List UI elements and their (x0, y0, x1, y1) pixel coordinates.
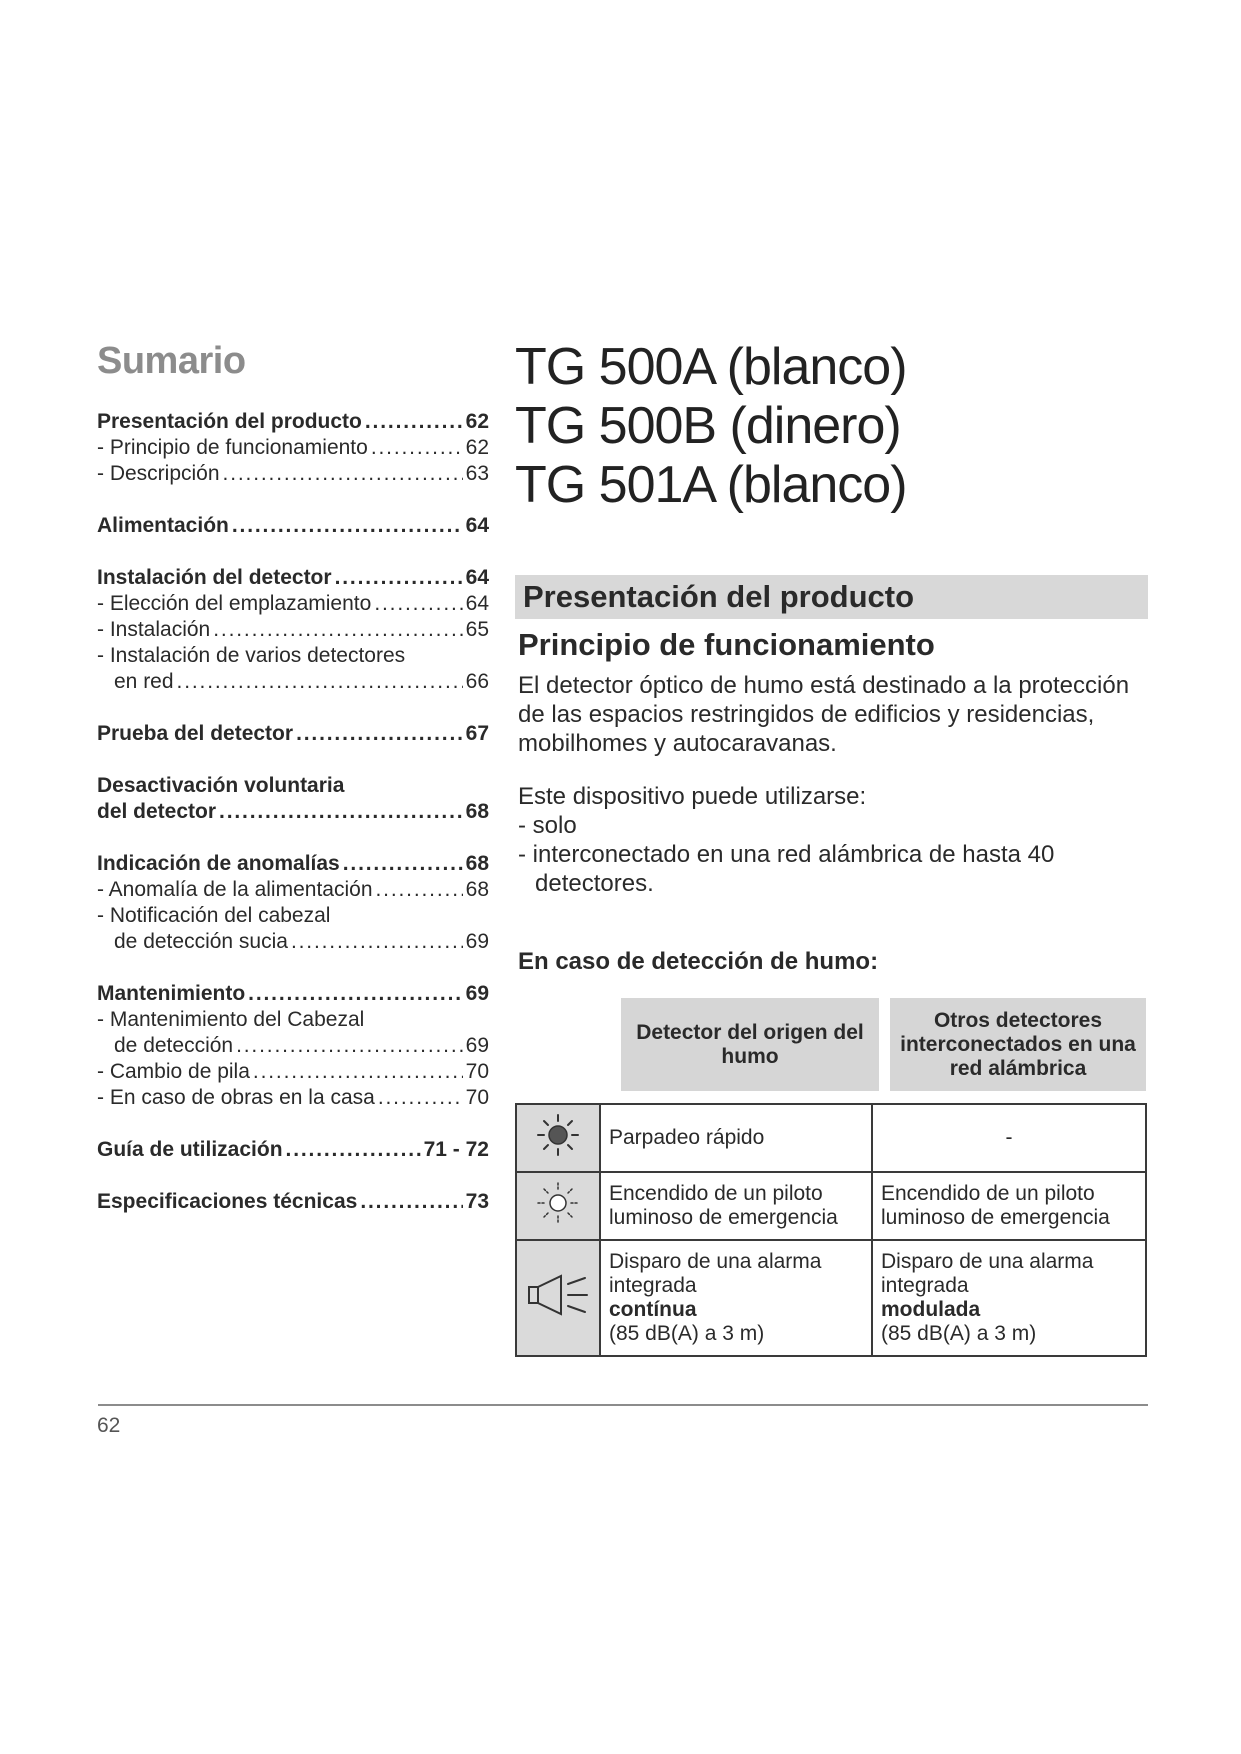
toc-entry[interactable]: - Anomalía de la alimentación . . . 68 (97, 877, 489, 903)
table-row (516, 1240, 1146, 1356)
table-row (516, 1172, 1146, 1240)
toc-entry[interactable]: - Principio de funcionamiento . . . 62 (97, 435, 489, 461)
usage-intro: Este dispositivo puede utilizarse: (518, 783, 867, 810)
toc-entry[interactable]: Alimentación . . . 64 (97, 513, 489, 539)
toc-entry[interactable]: Guía de utilización . . . 71 - 72 (97, 1137, 489, 1163)
behavior-table (515, 1103, 1147, 1357)
emergency-light-icon (535, 1180, 581, 1226)
toc-entry[interactable]: Instalación del detector . . . 64 (97, 565, 489, 591)
toc-entry[interactable]: - Elección del emplazamiento . . . 64 (97, 591, 489, 617)
toc-entry-label: - Mantenimiento del Cabezal (97, 1008, 365, 1031)
toc-group (97, 1137, 489, 1163)
toc-entry[interactable]: de detección sucia . . . 69 (97, 929, 489, 955)
toc-entry[interactable]: Especificaciones técnicas . . . 73 (97, 1189, 489, 1215)
toc-group (97, 409, 489, 487)
model-titles (515, 338, 907, 515)
toc-group (97, 565, 489, 695)
siren-icon (523, 1270, 593, 1320)
table-of-contents (97, 340, 489, 1241)
toc-entry[interactable]: del detector . . . 68 (97, 799, 489, 825)
section-header (515, 575, 1148, 619)
usage-item-cont: detectores. (535, 870, 654, 897)
icon-cell (516, 1240, 600, 1356)
blinking-light-icon (535, 1112, 581, 1158)
usage-paragraph (518, 782, 1158, 898)
table-row (516, 1104, 1146, 1172)
others-cell: Encendido de un piloto luminoso de emergencia (872, 1172, 1146, 1240)
column-header-origin: Detector del origen del humo (621, 998, 879, 1091)
model-title: TG 500B (dinero) (515, 397, 901, 455)
toc-entry[interactable]: Indicación de anomalías . . . 68 (97, 851, 489, 877)
intro-paragraph: El detector óptico de humo está destinado a la protección de las espacios restringidos de edificios y residencias, mobilhomes y autocaravanas. (518, 672, 1130, 757)
others-cell: Disparo de una alarma integrada modulada (85 dB(A) a 3 m) (872, 1240, 1146, 1356)
toc-group (97, 513, 489, 539)
others-cell: - (872, 1104, 1146, 1172)
origin-cell: Parpadeo rápido (600, 1104, 872, 1172)
footer-divider (98, 1404, 1148, 1406)
toc-entry[interactable]: - Descripción . . . 63 (97, 461, 489, 487)
toc-entry-label: - Instalación de varios detectores (97, 644, 406, 667)
toc-entry[interactable]: Prueba del detector . . . 67 (97, 721, 489, 747)
page-number: 62 (97, 1414, 121, 1437)
toc-entry[interactable]: - Cambio de pila . . . 70 (97, 1059, 489, 1085)
usage-item: - solo (518, 812, 577, 839)
toc-entry-label: Desactivación voluntaria (97, 774, 345, 797)
toc-entry[interactable]: - Instalación . . . 65 (97, 617, 489, 643)
toc-group (97, 773, 489, 825)
toc-group (97, 981, 489, 1111)
toc-group (97, 851, 489, 955)
icon-cell (516, 1104, 600, 1172)
toc-entry[interactable]: Presentación del producto . . . 62 (97, 409, 489, 435)
subsection-title: Principio de funcionamiento (518, 627, 935, 662)
toc-entry[interactable]: en red . . . 66 (97, 669, 489, 695)
usage-item: - interconectado en una red alámbrica de hasta 40 (518, 841, 1055, 868)
toc-entry[interactable]: - En caso de obras en la casa . . . 70 (97, 1085, 489, 1111)
toc-entry-label: - Notificación del cabezal (97, 904, 331, 927)
model-title: TG 500A (blanco) (515, 338, 907, 396)
origin-cell: Encendido de un piloto luminoso de emergencia (600, 1172, 872, 1240)
toc-title: Sumario (97, 340, 246, 382)
section-title: Presentación del producto (523, 579, 915, 614)
model-title: TG 501A (blanco) (515, 456, 907, 514)
origin-cell: Disparo de una alarma integrada contínua (85 dB(A) a 3 m) (600, 1240, 872, 1356)
icon-cell (516, 1172, 600, 1240)
toc-group (97, 721, 489, 747)
toc-entry[interactable]: de detección . . . 69 (97, 1033, 489, 1059)
column-header-others: Otros detectores interconectados en una red alámbrica (890, 998, 1146, 1091)
toc-group (97, 1189, 489, 1215)
toc-entry[interactable]: Mantenimiento . . . 69 (97, 981, 489, 1007)
case-heading: En caso de detección de humo: (518, 948, 879, 975)
